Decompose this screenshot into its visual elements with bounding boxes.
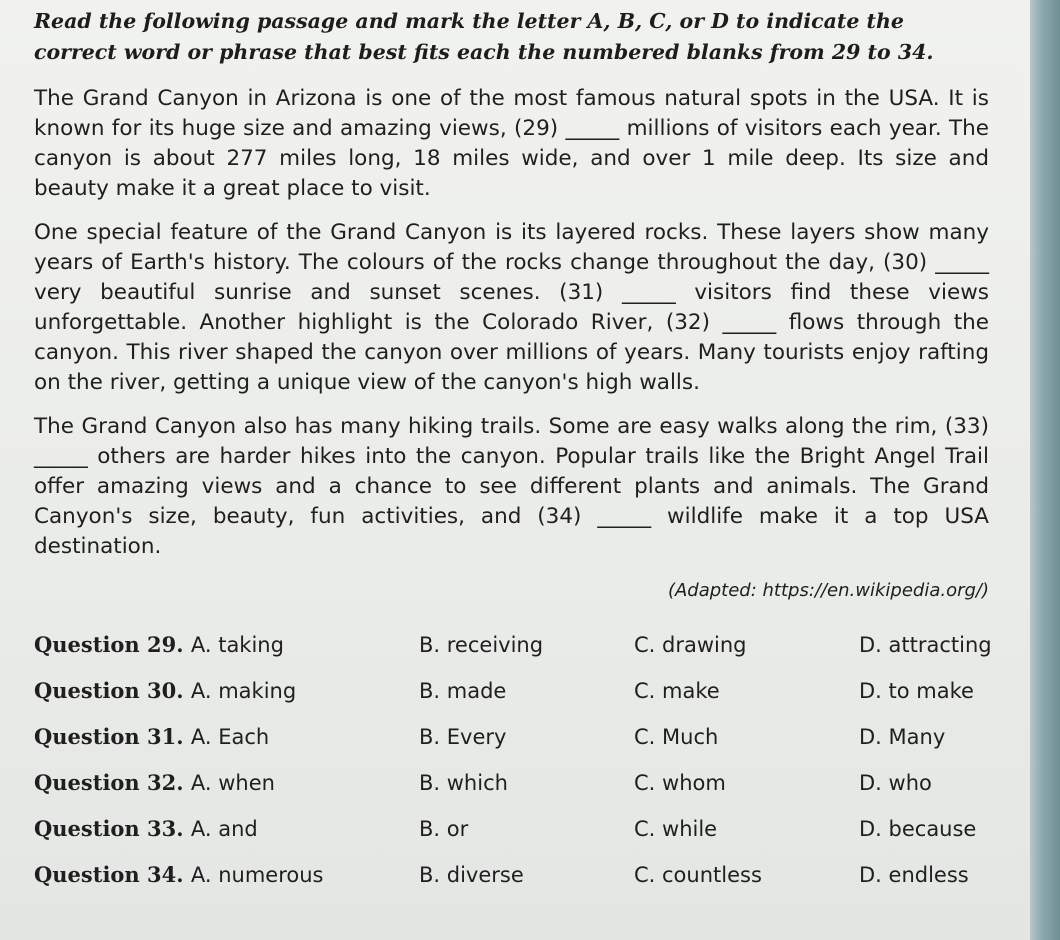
option-a[interactable]: A. when xyxy=(190,770,275,795)
option-d[interactable]: D. because xyxy=(859,817,977,841)
page-edge-background xyxy=(1030,0,1060,940)
question-32 xyxy=(34,760,989,806)
option-b[interactable]: B. which xyxy=(419,771,508,795)
option-a[interactable]: A. making xyxy=(190,678,297,703)
option-c[interactable]: C. Much xyxy=(634,725,719,749)
question-number: Question 34. xyxy=(34,861,191,887)
passage-paragraph-2: One special feature of the Grand Canyon is its layered rocks. These layers show many years of Earth's history. The colours of the rocks change throughout the day, (30) _____ very beautiful sunrise and sunset scenes. (31) _____ visitors find these views unforgettable. Another highlight is the Colorado River, (32) _____ flows through the canyon. This river shaped the canyon over millions of years. Many tourists enjoy rafting on the river, getting a unique view of the canyon's high walls. xyxy=(34,220,989,395)
option-a[interactable]: A. taking xyxy=(190,632,284,657)
question-number: Question 30. xyxy=(34,677,191,703)
option-d[interactable]: D. to make xyxy=(859,679,974,703)
option-c[interactable]: C. countless xyxy=(634,863,762,887)
question-number: Question 29. xyxy=(34,631,191,657)
option-b[interactable]: B. or xyxy=(419,817,469,841)
option-c[interactable]: C. make xyxy=(634,679,720,703)
question-29 xyxy=(34,622,992,668)
passage-paragraph-1: The Grand Canyon in Arizona is one of the most famous natural spots in the USA. It is known for its huge size and amazing views, (29) _____ millions of visitors each year. The canyon is about 277 miles long, 18 miles wide, and over 1 mile deep. Its size and beauty make it a great place to visit. xyxy=(34,86,989,201)
option-c[interactable]: C. whom xyxy=(634,771,726,795)
question-31 xyxy=(34,714,989,760)
question-number: Question 33. xyxy=(34,815,191,841)
option-d[interactable]: D. who xyxy=(859,771,932,795)
source-citation: (Adapted: https://en.wikipedia.org/) xyxy=(667,580,989,601)
worksheet-content xyxy=(34,6,992,898)
instruction-text: Read the following passage and mark the letter A, B, C, or D to indicate the correct word or phrase that best fits each the numbered blanks from 29 to 34. xyxy=(34,9,934,64)
option-d[interactable]: D. Many xyxy=(859,725,946,749)
question-30 xyxy=(34,668,989,714)
option-a[interactable]: A. numerous xyxy=(190,862,324,887)
option-d[interactable]: D. endless xyxy=(859,863,969,887)
question-number: Question 31. xyxy=(34,723,191,749)
option-b[interactable]: B. Every xyxy=(419,725,507,749)
question-34 xyxy=(34,852,989,898)
option-a[interactable]: A. and xyxy=(190,816,258,841)
option-c[interactable]: C. drawing xyxy=(634,633,747,657)
option-b[interactable]: B. receiving xyxy=(419,633,544,657)
option-b[interactable]: B. made xyxy=(419,679,507,703)
question-number: Question 32. xyxy=(34,769,191,795)
passage-paragraph-3: The Grand Canyon also has many hiking trails. Some are easy walks along the rim, (33) _____ others are harder hikes into the canyon. Popular trails like the Bright Angel Trail offer amazing views and a chance to see different plants and animals. The Grand Canyon's size, beauty, fun activities, and (34) _____ wildlife make it a top USA destination. xyxy=(34,414,989,559)
question-33 xyxy=(34,806,989,852)
option-d[interactable]: D. attracting xyxy=(859,633,992,657)
option-a[interactable]: A. Each xyxy=(190,724,270,749)
option-c[interactable]: C. while xyxy=(634,817,718,841)
option-b[interactable]: B. diverse xyxy=(419,863,524,887)
question-list xyxy=(34,622,992,898)
